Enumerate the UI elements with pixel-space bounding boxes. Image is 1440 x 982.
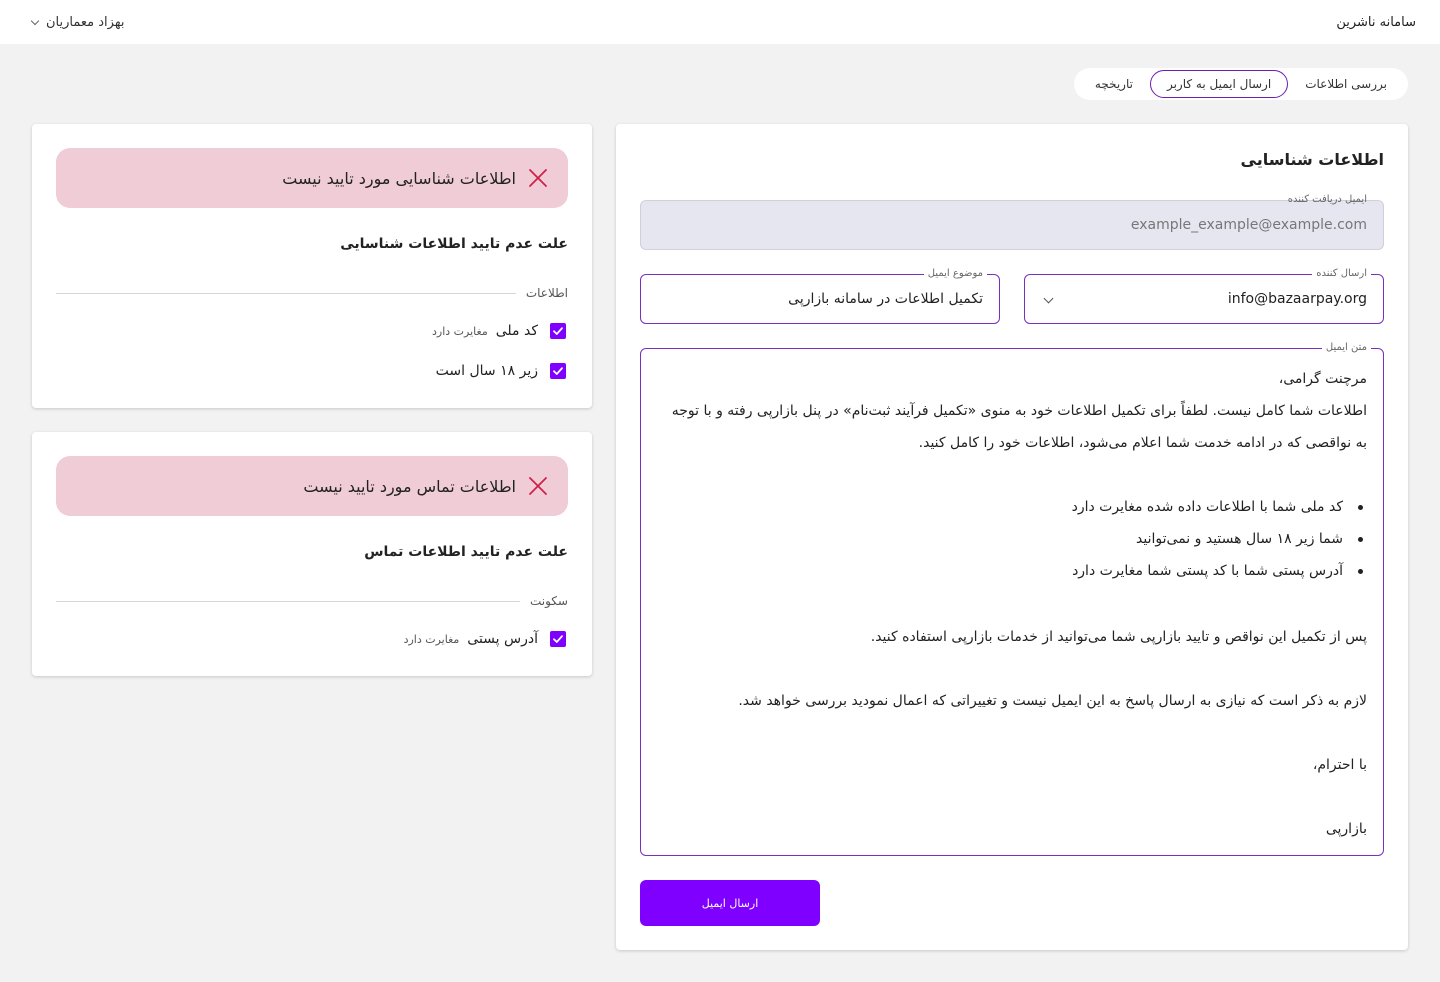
recipient-email-field xyxy=(640,194,1384,250)
checkbox[interactable] xyxy=(550,631,566,647)
alert-text: اطلاعات شناسایی مورد تایید نیست xyxy=(282,168,516,188)
close-icon xyxy=(528,168,548,188)
tab-review-info[interactable]: بررسی اطلاعات xyxy=(1305,77,1387,91)
email-body-label: متن ایمیل xyxy=(1322,341,1371,355)
check-icon xyxy=(552,325,564,337)
page-title: اطلاعات شناسایی xyxy=(1240,150,1384,169)
email-signature: بازارپی xyxy=(1325,821,1367,837)
identity-rejection-alert xyxy=(56,148,568,208)
check-icon xyxy=(552,365,564,377)
recipient-email-label: ایمیل دریافت کننده xyxy=(1287,194,1367,205)
email-bullet-item: کد ملی شما با اطلاعات داده شده مغایرت دارد xyxy=(657,491,1343,523)
sender-value: info@bazaarpay.org xyxy=(1227,291,1367,307)
reason-note: مغایرت دارد xyxy=(432,324,488,338)
checkbox[interactable] xyxy=(550,363,566,379)
reason-label: زیر ۱۸ سال است xyxy=(435,363,538,379)
email-bullet-list xyxy=(657,491,1367,587)
user-name: بهزاد معماریان xyxy=(46,14,125,30)
identity-rejection-card xyxy=(32,124,592,408)
rejection-reason-title: علت عدم تایید اطلاعات شناسایی xyxy=(340,236,568,252)
section-label: اطلاعات xyxy=(525,286,568,300)
email-paragraph-2: پس از تکمیل این نواقص و تایید بازارپی شما می‌توانید از خدمات بازارپی استفاده کنید. xyxy=(870,629,1367,645)
email-bullet-item: آدرس پستی شما با کد پستی شما مغایرت دارد xyxy=(657,555,1343,587)
contact-rejection-card xyxy=(32,432,592,676)
section-label: سکونت xyxy=(529,594,568,608)
recipient-email-value: example_example@example.com xyxy=(1130,217,1367,233)
contact-rejection-alert xyxy=(56,456,568,516)
sender-select[interactable] xyxy=(1024,268,1384,324)
reason-note: مغایرت دارد xyxy=(403,632,460,646)
subject-value[interactable]: تکمیل اطلاعات در سامانه بازارپی xyxy=(788,291,983,307)
reason-label: آدرس پستی xyxy=(467,631,538,647)
alert-text: اطلاعات تماس مورد تایید نیست xyxy=(303,476,516,496)
tab-send-email[interactable]: ارسال ایمیل به کاربر xyxy=(1150,70,1288,98)
section-divider xyxy=(56,593,568,609)
email-greeting: مرچنت گرامی، xyxy=(1278,371,1367,387)
top-bar xyxy=(0,0,1440,44)
email-body-content[interactable] xyxy=(657,363,1367,845)
rejection-reason-title: علت عدم تایید اطلاعات تماس xyxy=(364,544,568,560)
check-icon xyxy=(552,633,564,645)
user-menu[interactable] xyxy=(32,15,124,30)
chevron-down-icon[interactable] xyxy=(1044,294,1054,304)
email-panel xyxy=(616,124,1408,950)
reason-item-under-18[interactable] xyxy=(436,363,566,379)
email-paragraph-3: لازم به ذکر است که نیازی به ارسال پاسخ به این ایمیل نیست و تغییراتی که اعمال نمودید بررسی خواهد شد. xyxy=(738,693,1367,709)
email-bullet-item: شما زیر ۱۸ سال هستید و نمی‌توانید xyxy=(657,523,1343,555)
email-paragraph-1: اطلاعات شما کامل نیست. لطفاً برای تکمیل اطلاعات خود به منوی «تکمیل فرآیند ثبت‌نام» در پنل بازارپی رفته و با توجه به نواقصی که در ادامه خدمت شما اعلام می‌شود، اطلاعات خود را کامل کنید. xyxy=(671,403,1367,451)
reason-item-national-code[interactable] xyxy=(432,323,566,339)
tab-history[interactable]: تاریخچه xyxy=(1094,77,1133,91)
section-divider xyxy=(56,285,568,301)
email-body-textarea[interactable] xyxy=(640,342,1384,856)
subject-input[interactable] xyxy=(640,268,1000,324)
tab-bar xyxy=(1074,68,1408,100)
reason-label: کد ملی xyxy=(495,323,538,339)
close-icon xyxy=(528,476,548,496)
app-title: سامانه ناشرین xyxy=(1336,14,1416,30)
checkbox[interactable] xyxy=(550,323,566,339)
subject-label: موضوع ایمیل xyxy=(924,267,987,281)
reason-item-postal-address[interactable] xyxy=(404,631,566,647)
sender-label: ارسال کننده xyxy=(1312,267,1371,281)
chevron-down-icon xyxy=(31,16,39,24)
email-closing: با احترام، xyxy=(1312,757,1367,773)
send-email-button[interactable]: ارسال ایمیل xyxy=(640,880,820,926)
